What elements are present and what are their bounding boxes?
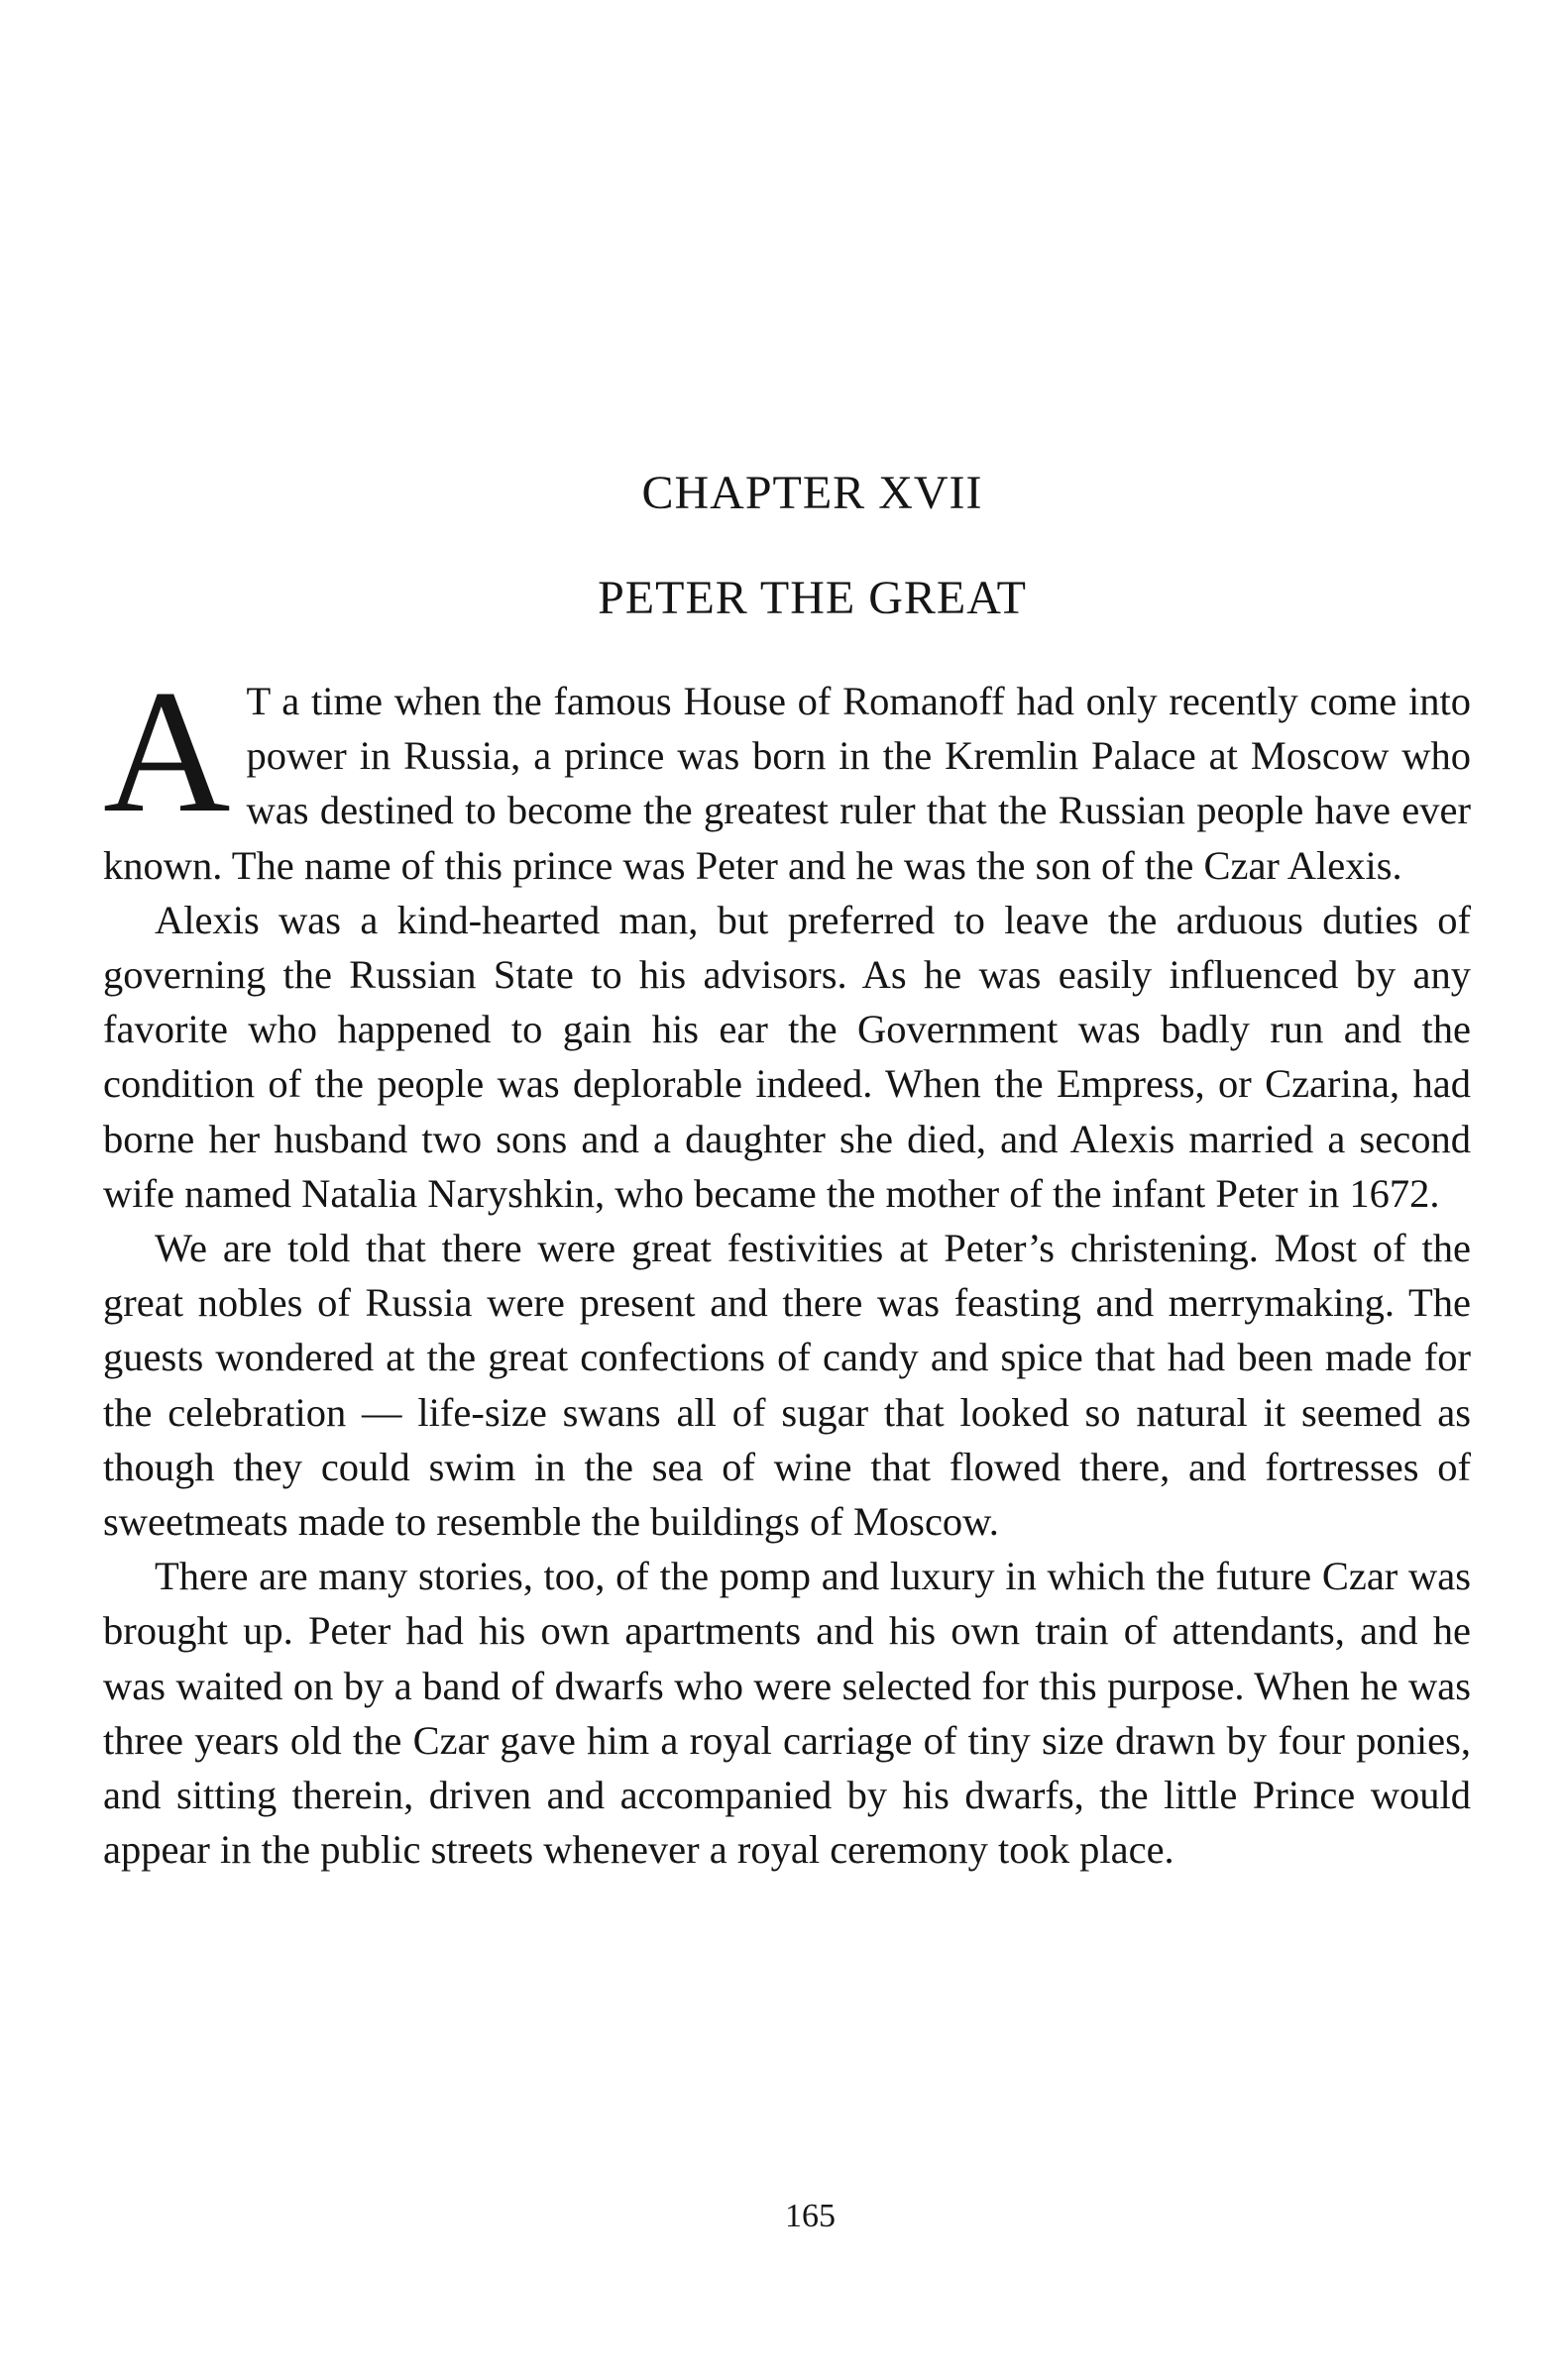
chapter-number: CHAPTER XVII xyxy=(641,467,983,519)
page-number: 165 xyxy=(785,2198,836,2234)
paragraph-2: Alexis was a kind-hearted man, but preferred to leave the arduous duties of governing the Russian State to his advisors. As he was easily influenced by any favorite who happened to gain his ear the Government was badly run and the condition of the people was deplorable indeed. When the Empress, or Czarina, had borne her husband two sons and a daughter she died, and Alexis married a second wife named Natalia Naryshkin, who became the mother of the infant Peter in 1672. xyxy=(103,897,1471,1216)
paragraph-1 xyxy=(103,653,1471,893)
chapter-title: PETER THE GREAT xyxy=(598,572,1027,624)
paragraph-4: There are many stories, too, of the pomp and luxury in which the future Czar was brought up. Peter had his own apartments and his own train of attendants, and he was waited on by a band of dwarfs who were selected for this purpose. When he was three years old the Czar gave him a royal carriage of tiny size drawn by four ponies, and sitting therein, driven and accompanied by his dwarfs, the little Prince would appear in the public streets whenever a royal ceremony took place. xyxy=(103,1554,1471,1873)
paragraph-1-text: T a time when the famous House of Romanoff had only recently come into power in Russia, a prince was born in the Kremlin Palace at Moscow who was destined to become the greatest ruler that the Russian people have ever known. The name of this prince was Peter and he was the son of the Czar Alexis. xyxy=(103,679,1471,888)
chapter-body xyxy=(103,653,1471,1877)
drop-cap: A xyxy=(103,653,231,849)
paragraph-3: We are told that there were great festivities at Peter’s christening. Most of the great nobles of Russia were present and there was feasting and merrymaking. The guests wondered at the great confections of candy and spice that had been made for the celebration — life-size swans all of sugar that looked so natural it seemed as though they could swim in the sea of wine that flowed there, and fortresses of sweetmeats made to resemble the buildings of Moscow. xyxy=(103,1226,1471,1545)
